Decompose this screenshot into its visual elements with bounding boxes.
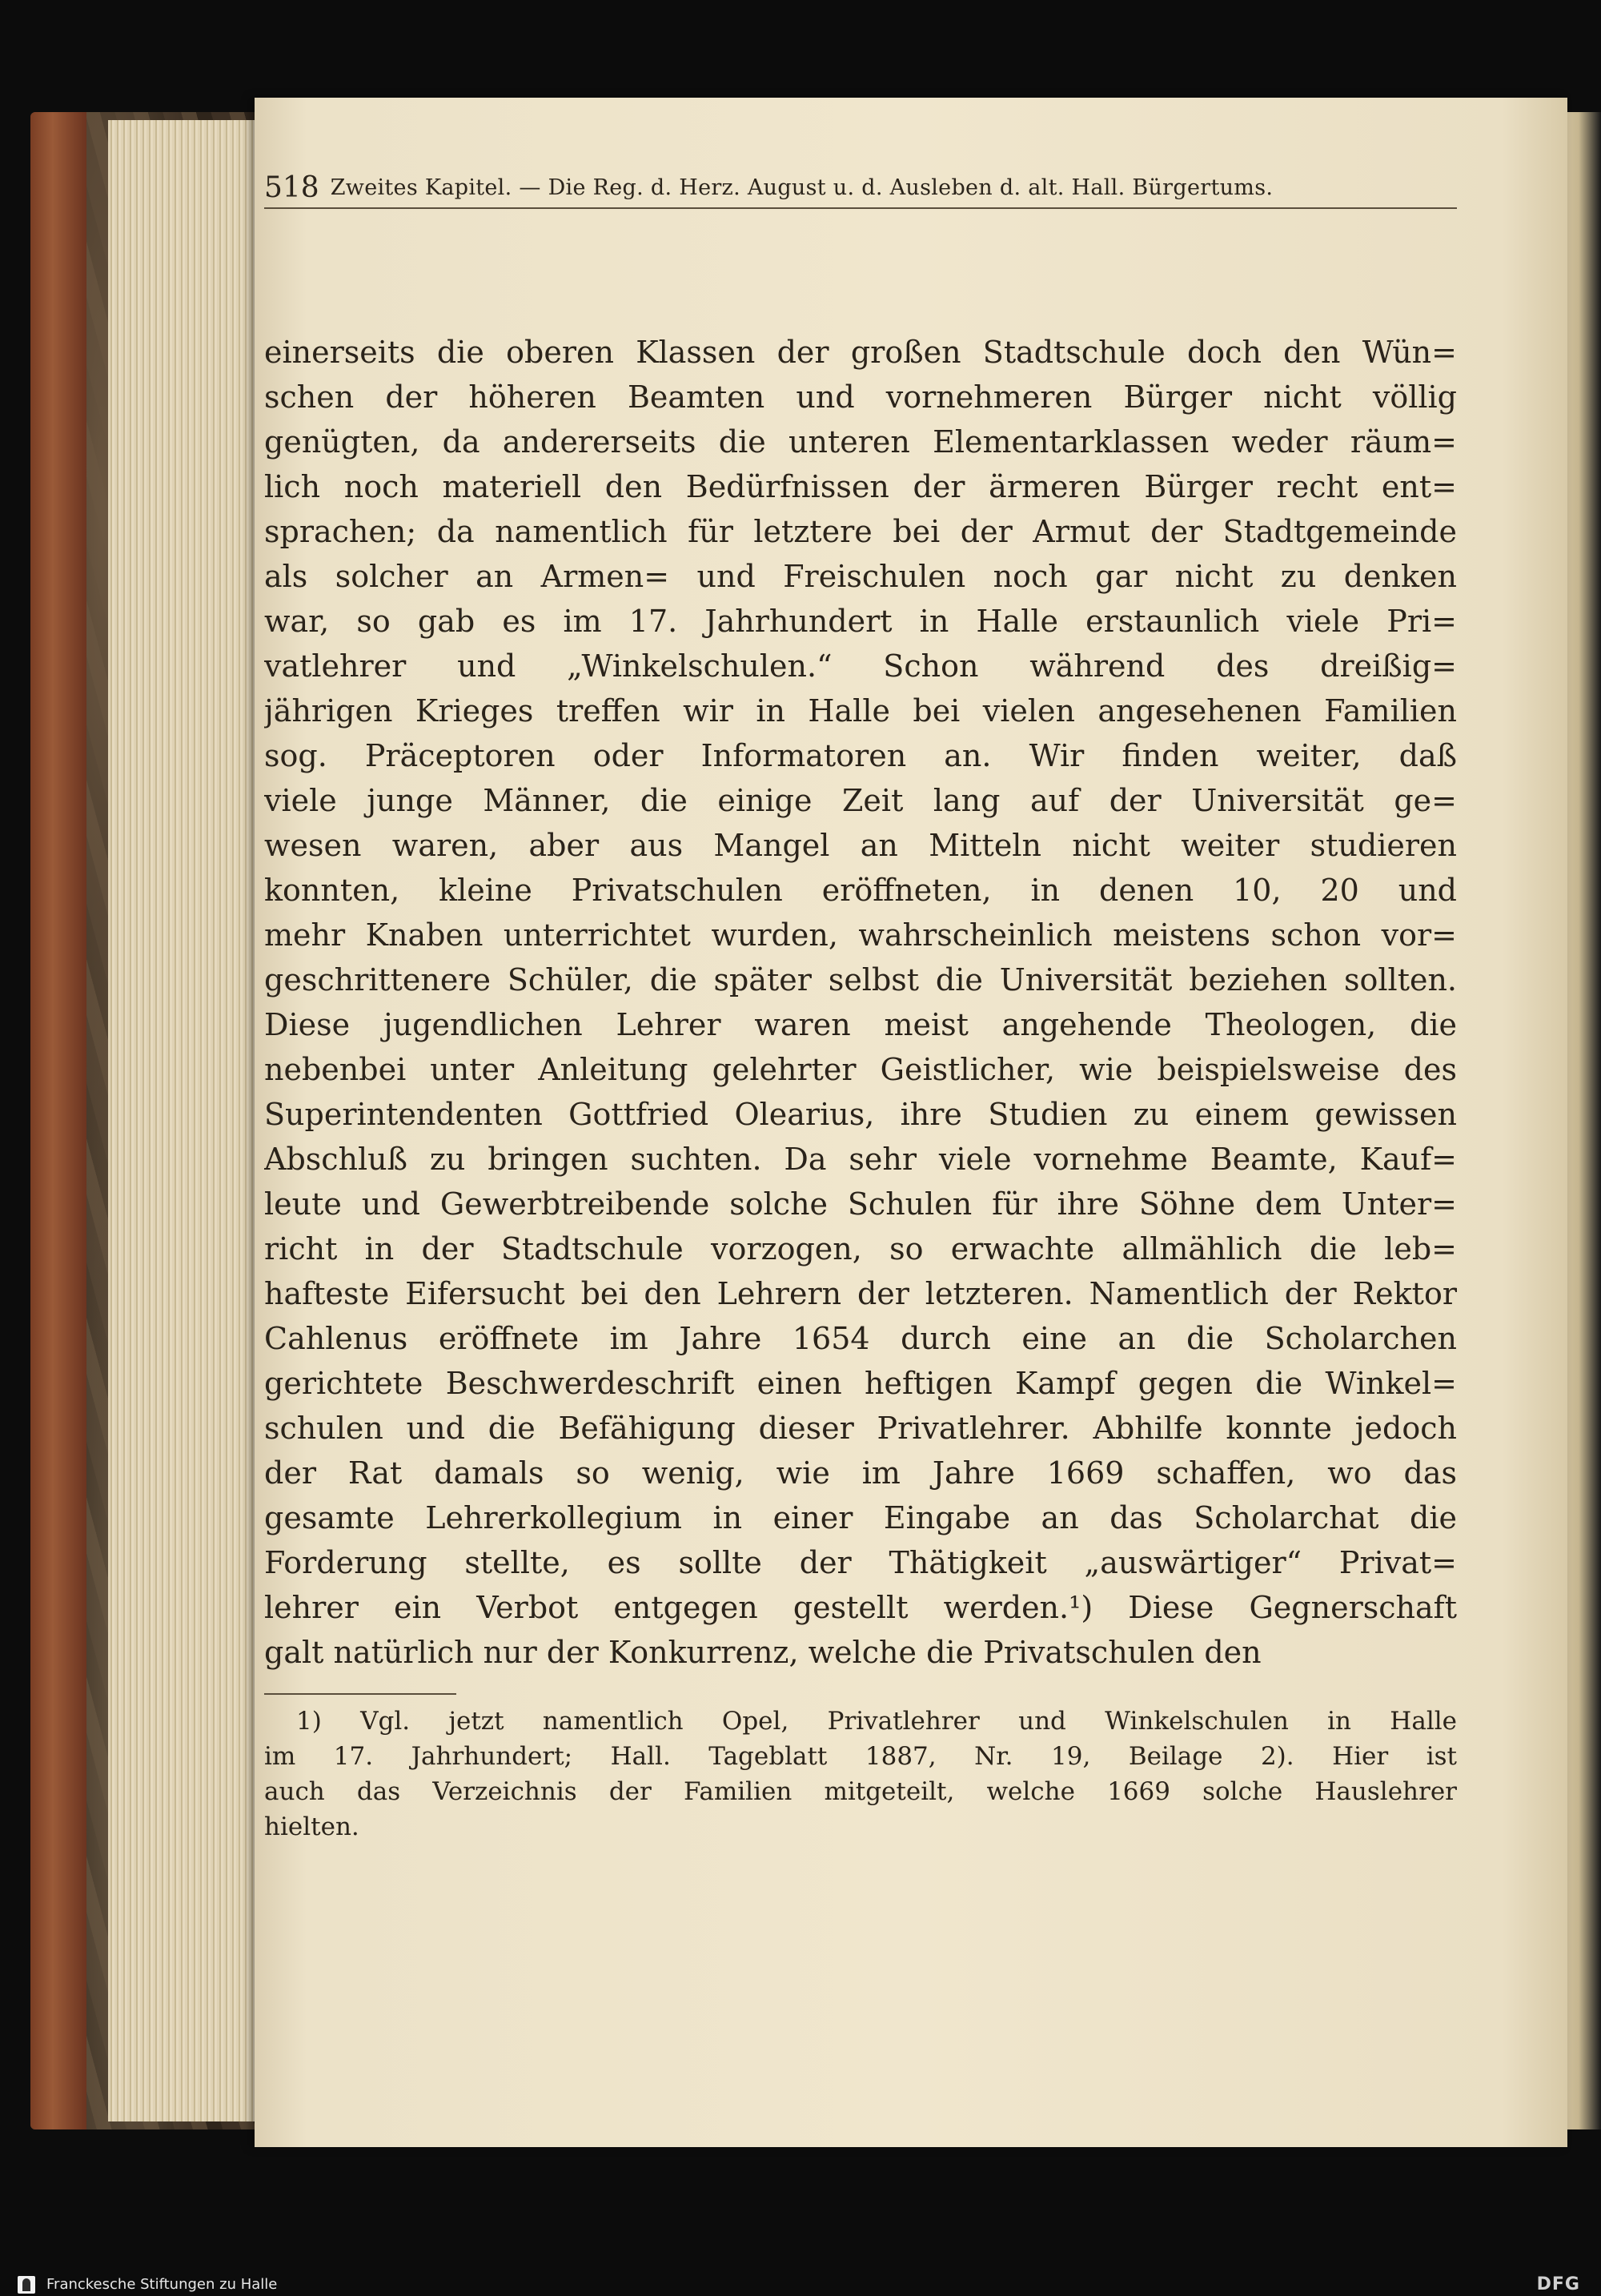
institution-name: Franckesche Stiftungen zu Halle [46,2276,278,2293]
footnote-line: 1) Vgl. jetzt namentlich Opel, Privatlehrer und Winkelschulen in Halle [296,1707,1457,1736]
body-line: schen der höheren Beamten und vornehmeren Bürger nicht völlig [264,379,1457,415]
body-line: lehrer ein Verbot entgegen gestellt werden.¹) Diese Gegnerschaft [264,1590,1457,1625]
body-line: genügten, da andererseits die unteren Elementarklassen weder räum= [264,424,1457,460]
body-line: vatlehrer und „Winkelschulen.“ Schon während des dreißig= [264,648,1457,684]
book-spine-leather [30,112,86,2129]
body-line: richt in der Stadtschule vorzogen, so erwachte allmählich die leb= [264,1231,1457,1266]
body-line: sprachen; da namentlich für letztere bei der Armut der Stadtgemeinde [264,514,1457,549]
footnote-line: im 17. Jahrhundert; Hall. Tageblatt 1887, Nr. 19, Beilage 2). Hier ist [264,1742,1457,1771]
body-line: Forderung stellte, es sollte der Thätigkeit „auswärtiger“ Privat= [264,1545,1457,1580]
running-head: Zweites Kapitel. — Die Reg. d. Herz. August u. d. Ausleben d. alt. Hall. Bürgertums. [330,175,1274,200]
body-line: galt natürlich nur der Konkurrenz, welche die Privatschulen den [264,1635,1262,1670]
body-line: Superintendenten Gottfried Olearius, ihre Studien zu einem gewissen [264,1097,1457,1132]
viewer-footer-bar [0,2274,1601,2296]
body-line: lich noch materiell den Bedürfnissen der ärmeren Bürger recht ent= [264,469,1457,504]
body-line: mehr Knaben unterrichtet wurden, wahrscheinlich meistens schon vor= [264,917,1457,953]
body-line: gerichtete Beschwerdeschrift einen heftigen Kampf gegen die Winkel= [264,1366,1457,1401]
dfg-logo: DFG [1536,2274,1580,2294]
body-line: als solcher an Armen= und Freischulen noch gar nicht zu denken [264,559,1457,594]
body-line: der Rat damals so wenig, wie im Jahre 1669 schaffen, wo das [264,1455,1457,1491]
page-edges-left [108,120,268,2121]
page-header [264,164,1457,209]
body-line: geschrittenere Schüler, die später selbst die Universität beziehen sollten. [264,962,1457,997]
body-line: einerseits die oberen Klassen der großen Stadtschule doch den Wün= [264,335,1457,370]
footnote-line: hielten. [264,1812,359,1841]
body-line: konnten, kleine Privatschulen eröffneten, in denen 10, 20 und [264,873,1457,908]
body-line: jährigen Krieges treffen wir in Halle bei vielen angesehenen Familien [264,693,1457,729]
body-line: gesamte Lehrerkollegium in einer Eingabe an das Scholarchat die [264,1500,1457,1535]
body-line: war, so gab es im 17. Jahrhundert in Halle erstaunlich viele Pri= [264,604,1457,639]
body-line: sog. Präceptoren oder Informatoren an. Wir finden weiter, daß [264,738,1457,773]
body-line: schulen und die Befähigung dieser Privatlehrer. Abhilfe konnte jedoch [264,1411,1457,1446]
footnote-line: auch das Verzeichnis der Familien mitgeteilt, welche 1669 solche Hauslehrer [264,1777,1457,1806]
body-line: Diese jugendlichen Lehrer waren meist angehende Theologen, die [264,1007,1457,1042]
page-number: 518 [264,171,319,204]
body-line: hafteste Eifersucht bei den Lehrern der letzteren. Namentlich der Rektor [264,1276,1457,1311]
footnotes [264,1704,1457,1844]
body-line: Abschluß zu bringen suchten. Da sehr viele vornehme Beamte, Kauf= [264,1142,1457,1177]
body-line: nebenbei unter Anleitung gelehrter Geistlicher, wie beispielsweise des [264,1052,1457,1087]
body-line: viele junge Männer, die einige Zeit lang auf der Universität ge= [264,783,1457,818]
footnote-rule [264,1693,456,1695]
body-line: leute und Gewerbtreibende solche Schulen für ihre Söhne dem Unter= [264,1186,1457,1222]
body-line: wesen waren, aber aus Mangel an Mitteln nicht weiter studieren [264,828,1457,863]
institution-logo-icon [18,2276,35,2294]
body-line: Cahlenus eröffnete im Jahre 1654 durch eine an die Scholarchen [264,1321,1457,1356]
body-text [264,330,1457,1675]
